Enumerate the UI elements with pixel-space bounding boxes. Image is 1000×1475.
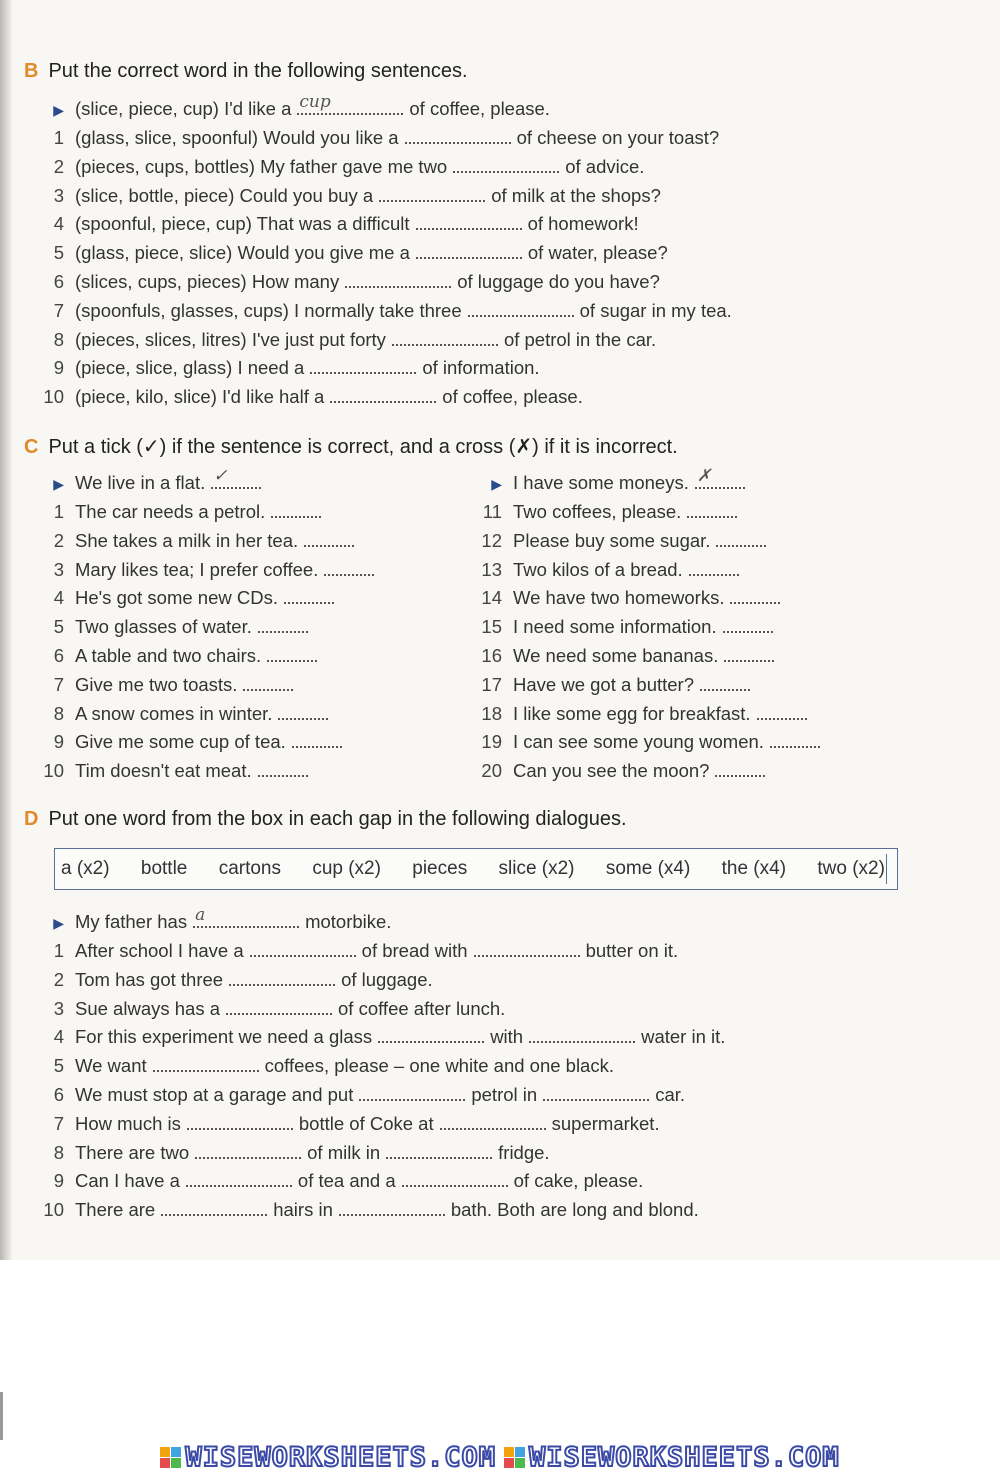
item-text: of coffee after lunch.	[338, 997, 506, 1019]
word-box-item: slice (x2)	[498, 858, 575, 879]
word-box-item: bottle	[140, 858, 188, 879]
word-box-item: pieces	[412, 858, 468, 879]
item-number: 18	[481, 702, 502, 724]
section-b-item	[36, 327, 656, 353]
answer-gap[interactable]	[324, 558, 374, 576]
item-number: 5	[53, 616, 64, 638]
item-number: 9	[53, 357, 64, 379]
answer-gap[interactable]	[258, 759, 308, 777]
item-prompt: (glass, piece, slice) Would you give me a	[75, 242, 410, 264]
item-number: 1	[53, 501, 64, 522]
answer-gap[interactable]	[339, 1198, 445, 1216]
section-d-item	[36, 1053, 614, 1079]
item-ending: of coffee, please.	[442, 386, 583, 408]
footer-brand-left: WISEWORKSHEETS.COM	[160, 1442, 496, 1473]
section-c-heading	[24, 434, 678, 459]
item-prompt: (glass, slice, spoonful) Would you like a	[75, 127, 399, 148]
section-b-item	[36, 125, 719, 151]
item-number: 7	[53, 1112, 64, 1134]
answer-gap[interactable]	[345, 270, 451, 288]
item-number: 10	[43, 386, 64, 408]
item-ending: of cheese on your toast?	[516, 127, 720, 148]
item-sentence: Give me two toasts.	[75, 673, 238, 695]
section-c-item	[36, 643, 323, 669]
section-b-item	[36, 355, 540, 381]
answer-gap[interactable]	[271, 500, 321, 518]
item-sentence: Tim doesn't eat meat.	[75, 760, 252, 782]
section-c-item	[36, 585, 340, 611]
answer-gap[interactable]	[229, 968, 335, 986]
item-number: 13	[481, 558, 502, 580]
scan-mark	[0, 1392, 3, 1440]
item-text: with	[490, 1026, 524, 1048]
item-sentence: Two kilos of a bread.	[513, 558, 683, 580]
answer-gap[interactable]	[453, 155, 559, 173]
answer-gap[interactable]	[716, 529, 766, 547]
item-text: petrol in	[471, 1084, 538, 1105]
item-sentence: She takes a milk in her tea.	[75, 529, 299, 551]
answer-gap[interactable]	[250, 939, 356, 957]
word-box	[54, 848, 898, 890]
answer-gap[interactable]	[687, 500, 737, 518]
answer-gap[interactable]	[770, 730, 820, 748]
answer-gap[interactable]	[161, 1198, 267, 1216]
section-b-item	[36, 154, 644, 180]
item-ending: of homework!	[527, 213, 639, 235]
answer-gap[interactable]	[258, 615, 308, 633]
section-d-heading	[24, 808, 627, 831]
section-d-item	[36, 1111, 660, 1137]
item-prompt: (pieces, slices, litres) I've just put forty	[75, 328, 386, 350]
section-c-item	[474, 499, 743, 525]
item-prompt: (piece, kilo, slice) I'd like half a	[75, 386, 325, 408]
section-d-item	[36, 1140, 550, 1166]
wise-logo-icon	[504, 1447, 525, 1468]
item-number: 17	[481, 673, 502, 695]
item-number: 6	[53, 1084, 64, 1105]
answer-gap[interactable]	[392, 328, 498, 346]
word-box-item: cartons	[218, 858, 281, 879]
section-d-item	[36, 1168, 643, 1194]
answer-gap[interactable]	[730, 586, 780, 604]
item-number: 8	[53, 702, 64, 724]
item-number: 12	[481, 529, 502, 551]
item-ending: of sugar in my tea.	[579, 299, 732, 321]
example-arrow-icon: ▶	[491, 476, 502, 492]
item-text: For this experiment we need a glass	[75, 1026, 373, 1048]
item-text: bath. Both are long and blond.	[450, 1199, 699, 1221]
item-sentence: Have we got a butter?	[513, 673, 694, 695]
section-b-item	[36, 211, 639, 237]
item-number: 10	[43, 1199, 64, 1221]
section-b-item	[36, 183, 661, 209]
section-d-item	[36, 938, 678, 964]
section-c-item	[36, 701, 334, 727]
section-b-letter: B	[24, 60, 39, 82]
section-c-item	[36, 672, 299, 698]
section-c-item	[474, 672, 756, 698]
answer-gap[interactable]	[267, 644, 317, 662]
word-box-item: the (x4)	[721, 858, 787, 879]
answer-gap[interactable]	[715, 759, 765, 777]
example-arrow-icon: ▶	[53, 102, 64, 118]
item-text: After school I have a	[75, 940, 244, 961]
wise-logo-icon	[160, 1447, 181, 1468]
answer-gap[interactable]: ✗	[695, 471, 745, 489]
item-sentence: I like some egg for breakfast.	[513, 702, 751, 724]
item-sentence: He's got some new CDs.	[75, 587, 278, 609]
item-sentence: The car needs a petrol.	[75, 501, 266, 522]
answer-gap[interactable]	[723, 615, 773, 633]
example-arrow-icon: ▶	[53, 476, 64, 492]
item-number: 4	[53, 587, 64, 609]
item-number: 20	[481, 760, 502, 782]
item-sentence: We have two homeworks.	[513, 587, 725, 609]
section-c-item	[474, 557, 745, 583]
section-b-item	[36, 240, 668, 266]
item-sentence: We need some bananas.	[513, 645, 719, 666]
answer-gap[interactable]	[379, 184, 485, 202]
item-number: 3	[53, 997, 64, 1019]
section-c-item	[36, 729, 348, 755]
item-text: hairs in	[273, 1199, 333, 1221]
item-sentence: Two glasses of water.	[75, 616, 252, 638]
section-d-item	[36, 1197, 699, 1223]
item-number: 8	[53, 1141, 64, 1163]
item-ending: of luggage do you have?	[457, 271, 660, 292]
item-sentence: Can you see the moon?	[513, 760, 710, 782]
answer-gap[interactable]	[195, 1141, 301, 1159]
item-text: of bread with	[361, 940, 468, 961]
item-text: butter on it.	[585, 940, 679, 961]
item-number: 6	[53, 271, 64, 292]
item-number: 4	[53, 213, 64, 235]
item-text: supermarket.	[551, 1112, 660, 1134]
answer-gap[interactable]	[284, 586, 334, 604]
answer-gap[interactable]	[310, 356, 416, 374]
answer-gap[interactable]	[416, 212, 522, 230]
word-box-item: some (x4)	[605, 858, 691, 879]
answer-gap[interactable]	[440, 1112, 546, 1130]
answer-gap[interactable]	[405, 126, 511, 144]
section-b-example: ▶ (slice, piece, cup) I'd like a cup of coffee, please.	[36, 96, 550, 122]
section-c-item	[36, 557, 380, 583]
answer-gap[interactable]	[416, 241, 522, 259]
section-c-item	[474, 758, 771, 784]
item-number: 14	[481, 587, 502, 609]
item-ending: of water, please?	[527, 242, 668, 264]
item-sentence: I need some information.	[513, 616, 717, 638]
item-prompt: (spoonful, piece, cup) That was a difficult	[75, 213, 410, 235]
item-ending: of milk at the shops?	[491, 184, 661, 206]
item-prompt: (slices, cups, pieces) How many	[75, 271, 340, 292]
item-number: 9	[53, 731, 64, 753]
item-text: coffees, please – one white and one black.	[264, 1055, 614, 1077]
item-text: We must stop at a garage and put	[75, 1084, 354, 1105]
section-c-item	[36, 499, 327, 525]
item-sentence: A table and two chairs.	[75, 645, 262, 666]
word-box-item: a (x2)	[61, 858, 110, 879]
answer-gap[interactable]	[278, 702, 328, 720]
answer-gap[interactable]	[359, 1083, 465, 1101]
item-text: of milk in	[307, 1141, 381, 1163]
item-number: 16	[481, 645, 502, 666]
answer-gap[interactable]	[468, 299, 574, 317]
answer-gap[interactable]	[386, 1141, 492, 1159]
section-d-item	[36, 967, 433, 993]
item-number: 2	[53, 968, 64, 990]
item-prompt: (spoonfuls, glasses, cups) I normally take three	[75, 299, 462, 321]
item-text: Tom has got three	[75, 968, 224, 990]
item-sentence: A snow comes in winter.	[75, 702, 273, 724]
item-number: 15	[481, 616, 502, 638]
item-sentence: Give me some cup of tea.	[75, 731, 286, 753]
section-c-title: Put a tick (✓) if the sentence is correct, and a cross (✗) if it is incorrect.	[48, 436, 678, 458]
answer-gap[interactable]	[226, 997, 332, 1015]
section-d-item	[36, 996, 505, 1022]
item-prompt: (pieces, cups, bottles) My father gave me two	[75, 155, 448, 177]
section-c-item	[474, 614, 779, 640]
item-number: 7	[53, 299, 64, 321]
answer-gap[interactable]: ✓	[211, 471, 261, 489]
item-number: 9	[53, 1170, 64, 1192]
item-prompt: (piece, slice, glass) I need a	[75, 357, 305, 379]
item-number: 1	[53, 127, 64, 148]
item-text: There are two	[75, 1141, 190, 1163]
answer-gap[interactable]	[689, 558, 739, 576]
section-c-item	[474, 729, 826, 755]
answer-gap[interactable]	[243, 673, 293, 691]
section-b-item	[36, 298, 732, 324]
item-text: bottle of Coke at	[298, 1112, 434, 1134]
section-c-item	[474, 643, 780, 669]
section-d-item	[36, 1082, 685, 1108]
section-c-letter: C	[24, 436, 39, 458]
answer-gap[interactable]: cup	[297, 97, 403, 115]
section-c-item	[36, 614, 314, 640]
answer-gap[interactable]	[757, 702, 807, 720]
item-text: water in it.	[641, 1026, 726, 1048]
section-c-item	[474, 528, 772, 554]
section-c-item	[36, 528, 360, 554]
item-number: 10	[43, 760, 64, 782]
section-b-item	[36, 269, 660, 295]
item-text: Can I have a	[75, 1170, 180, 1192]
answer-gap[interactable]	[529, 1025, 635, 1043]
item-number: 4	[53, 1026, 64, 1048]
section-b-title: Put the correct word in the following sentences.	[48, 60, 468, 82]
item-sentence: Mary likes tea; I prefer coffee.	[75, 558, 319, 580]
section-b-heading	[24, 60, 468, 83]
section-d-letter: D	[24, 808, 39, 830]
section-c-right-example: ▶ I have some moneys. ✗	[474, 470, 751, 496]
item-ending: of information.	[422, 357, 540, 379]
word-box-item: cup (x2)	[312, 858, 381, 879]
item-text: fridge.	[498, 1141, 550, 1163]
item-number: 19	[481, 731, 502, 753]
item-prompt: (slice, bottle, piece) Could you buy a	[75, 184, 374, 206]
answer-gap[interactable]	[724, 644, 774, 662]
answer-gap[interactable]	[330, 385, 436, 403]
answer-gap[interactable]	[700, 673, 750, 691]
footer-brand-right: WISEWORKSHEETS.COM	[504, 1442, 840, 1473]
item-number: 2	[53, 529, 64, 551]
section-b-item	[36, 384, 583, 410]
item-number: 8	[53, 328, 64, 350]
item-sentence: Two coffees, please.	[513, 501, 682, 522]
item-text: car.	[655, 1084, 686, 1105]
item-text: of luggage.	[341, 968, 433, 990]
page-binding-edge	[0, 0, 12, 1260]
answer-gap[interactable]	[304, 529, 354, 547]
answer-gap[interactable]	[378, 1025, 484, 1043]
section-d-title: Put one word from the box in each gap in the following dialogues.	[48, 808, 627, 830]
word-box-item: two (x2)	[817, 858, 885, 879]
item-number: 6	[53, 645, 64, 666]
item-number: 3	[53, 184, 64, 206]
item-text: Sue always has a	[75, 997, 221, 1019]
item-text: of cake, please.	[513, 1170, 644, 1192]
item-ending: of advice.	[565, 155, 645, 177]
item-text: We want	[75, 1055, 147, 1077]
item-sentence: Please buy some sugar.	[513, 529, 711, 551]
item-number: 11	[482, 501, 502, 522]
section-c-item	[36, 758, 314, 784]
answer-gap[interactable]	[402, 1169, 508, 1187]
answer-gap[interactable]	[186, 1169, 292, 1187]
section-d-example: ▶ My father has a motorbike.	[36, 909, 391, 935]
item-ending: of petrol in the car.	[503, 328, 657, 350]
section-c-item	[474, 585, 786, 611]
item-number: 2	[53, 155, 64, 177]
answer-gap[interactable]	[153, 1054, 259, 1072]
answer-gap[interactable]	[474, 939, 580, 957]
answer-gap[interactable]	[292, 730, 342, 748]
footer-watermark	[0, 1440, 1000, 1475]
answer-gap[interactable]: a	[193, 910, 299, 928]
item-text: of tea and a	[297, 1170, 396, 1192]
section-d-item	[36, 1024, 725, 1050]
item-text: There are	[75, 1199, 156, 1221]
item-number: 3	[53, 558, 64, 580]
section-c-item	[474, 701, 813, 727]
item-number: 5	[53, 242, 64, 264]
item-number: 1	[53, 940, 64, 961]
answer-gap[interactable]	[187, 1112, 293, 1130]
item-number: 5	[53, 1055, 64, 1077]
answer-gap[interactable]	[543, 1083, 649, 1101]
example-arrow-icon: ▶	[53, 915, 64, 931]
item-number: 7	[53, 673, 64, 695]
section-c-left-example: ▶ We live in a flat. ✓	[36, 470, 267, 496]
item-text: How much is	[75, 1112, 181, 1134]
item-sentence: I can see some young women.	[513, 731, 764, 753]
